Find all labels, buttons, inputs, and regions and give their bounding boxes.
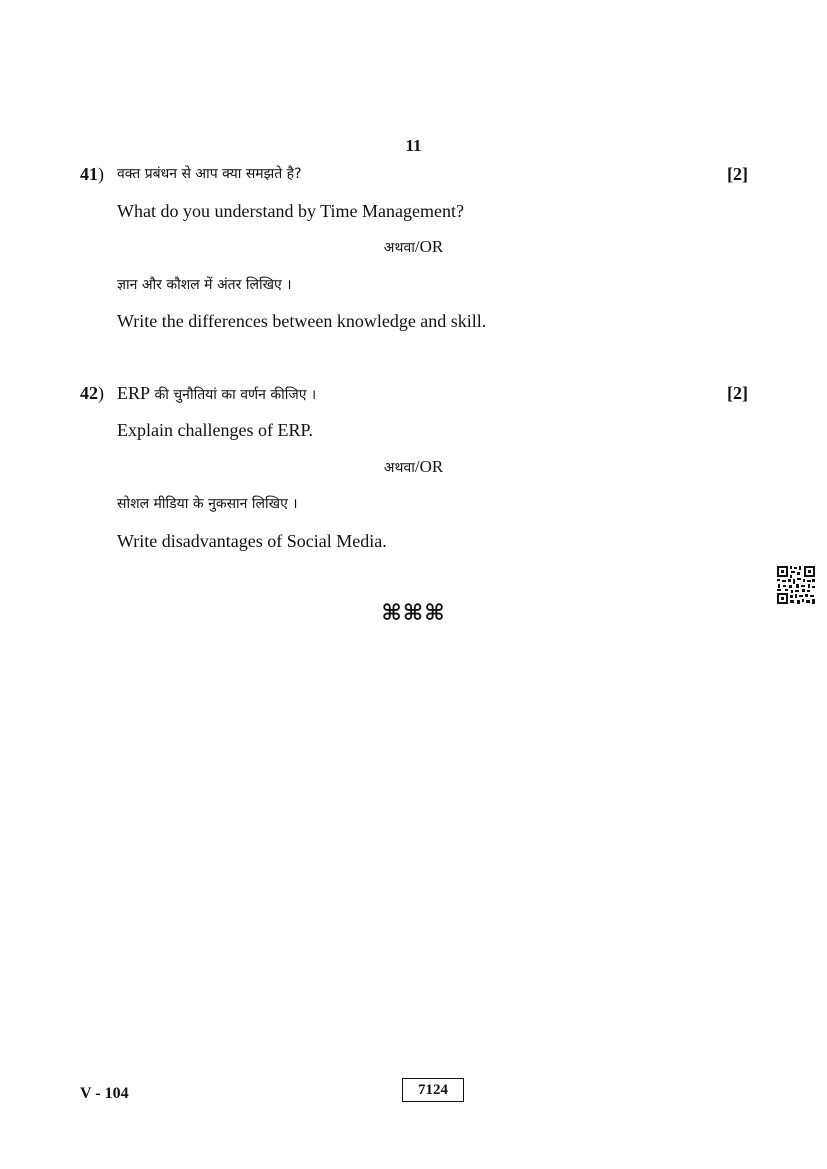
question-41-or-separator: अथवा/OR [383,237,444,256]
question-41-alt-hindi: ज्ञान और कौशल में अंतर लिखिए । [117,277,292,293]
question-42-header [80,381,748,405]
question-42-hindi: ERP की चुनौतियां का वर्णन कीजिए । [117,383,317,403]
question-42-alt-english: Write disadvantages of Social Media. [117,531,387,551]
question-number: 41) [80,164,104,184]
question-41-marks: [2] [727,164,748,184]
end-of-paper-mark: ⌘⌘⌘ [381,601,446,626]
question-41-hindi: वक्त प्रबंधन से आप क्या समझते है? [117,166,302,182]
qr-code-icon [776,565,816,605]
question-number: 42) [80,383,104,403]
page-number: 11 [405,136,422,155]
question-41-header [80,162,748,186]
question-42-marks: [2] [727,383,748,403]
question-41-alt-english: Write the differences between knowledge and skill. [117,311,487,331]
question-42-english: Explain challenges of ERP. [117,420,313,440]
paper-code-box: 7124 [402,1078,464,1102]
question-41-english: What do you understand by Time Management? [117,201,464,221]
question-42-alt-hindi: सोशल मीडिया के नुकसान लिखिए । [117,496,298,512]
question-42-or-separator: अथवा/OR [383,457,444,476]
paper-code-left: V - 104 [80,1085,129,1102]
